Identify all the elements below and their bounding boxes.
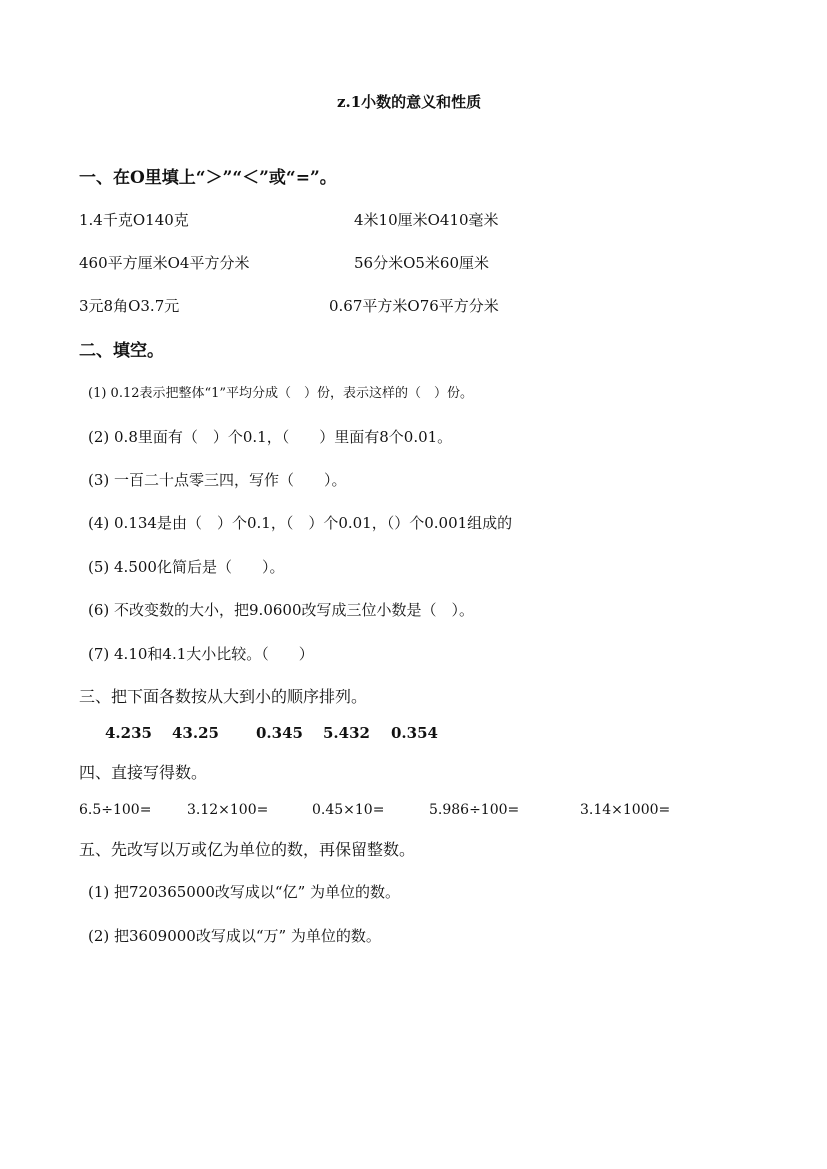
fill-item: (6) 不改变数的大小，把9.0600改写成三位小数是（ ）。 [88, 601, 475, 619]
fill-item: (2) 0.8里面有（ ）个0.1，（ ）里面有8个0.01。 [88, 428, 453, 446]
section3-heading: 三、把下面各数按从大到小的顺序排列。 [79, 687, 368, 706]
fill-item: (3) 一百二十点零三四，写作（ ）。 [88, 471, 347, 489]
expression-item: 5.986÷100= [429, 802, 520, 818]
section2-heading: 二、填空。 [79, 341, 164, 361]
fill-item: (4) 0.134是由（ ）个0.1，（ ）个0.01，（）个0.001组成的 [88, 514, 513, 532]
section1-heading: 一、在O里填上“＞”“＜”或“=”。 [79, 168, 337, 188]
expression-item: 6.5÷100= [79, 802, 152, 818]
fill-item: (1) 0.12表示把整体“1”平均分成（ ）份，表示这样的（ ）份。 [88, 386, 474, 401]
section4-heading: 四、直接写得数。 [79, 763, 208, 782]
compare-item: 56分米O5米60厘米 [354, 254, 490, 272]
expression-item: 3.14×1000= [580, 802, 671, 818]
fill-item: (7) 4.10和4.1大小比较。（ ） [88, 645, 314, 663]
number-item: 5.432 [323, 724, 370, 742]
expression-item: 0.45×10= [312, 802, 385, 818]
number-item: 43.25 [172, 724, 219, 742]
rewrite-item: (1) 把720365000改写成以“亿” 为单位的数。 [88, 883, 401, 901]
compare-item: 460平方厘米O4平方分米 [79, 254, 250, 272]
expression-item: 3.12×100= [187, 802, 269, 818]
section5-heading: 五、先改写以万或亿为单位的数，再保留整数。 [79, 840, 416, 859]
compare-item: 1.4千克O140克 [79, 211, 189, 229]
number-item: 0.345 [256, 724, 303, 742]
compare-item: 0.67平方米O76平方分米 [329, 297, 499, 315]
number-item: 4.235 [105, 724, 152, 742]
page-title: z.1小数的意义和性质 [337, 93, 482, 111]
rewrite-item: (2) 把3609000改写成以“万” 为单位的数。 [88, 927, 381, 945]
compare-item: 3元8角O3.7元 [79, 297, 180, 315]
compare-item: 4米10厘米O410毫米 [354, 211, 499, 229]
fill-item: (5) 4.500化简后是（ ）。 [88, 558, 285, 576]
number-item: 0.354 [391, 724, 438, 742]
